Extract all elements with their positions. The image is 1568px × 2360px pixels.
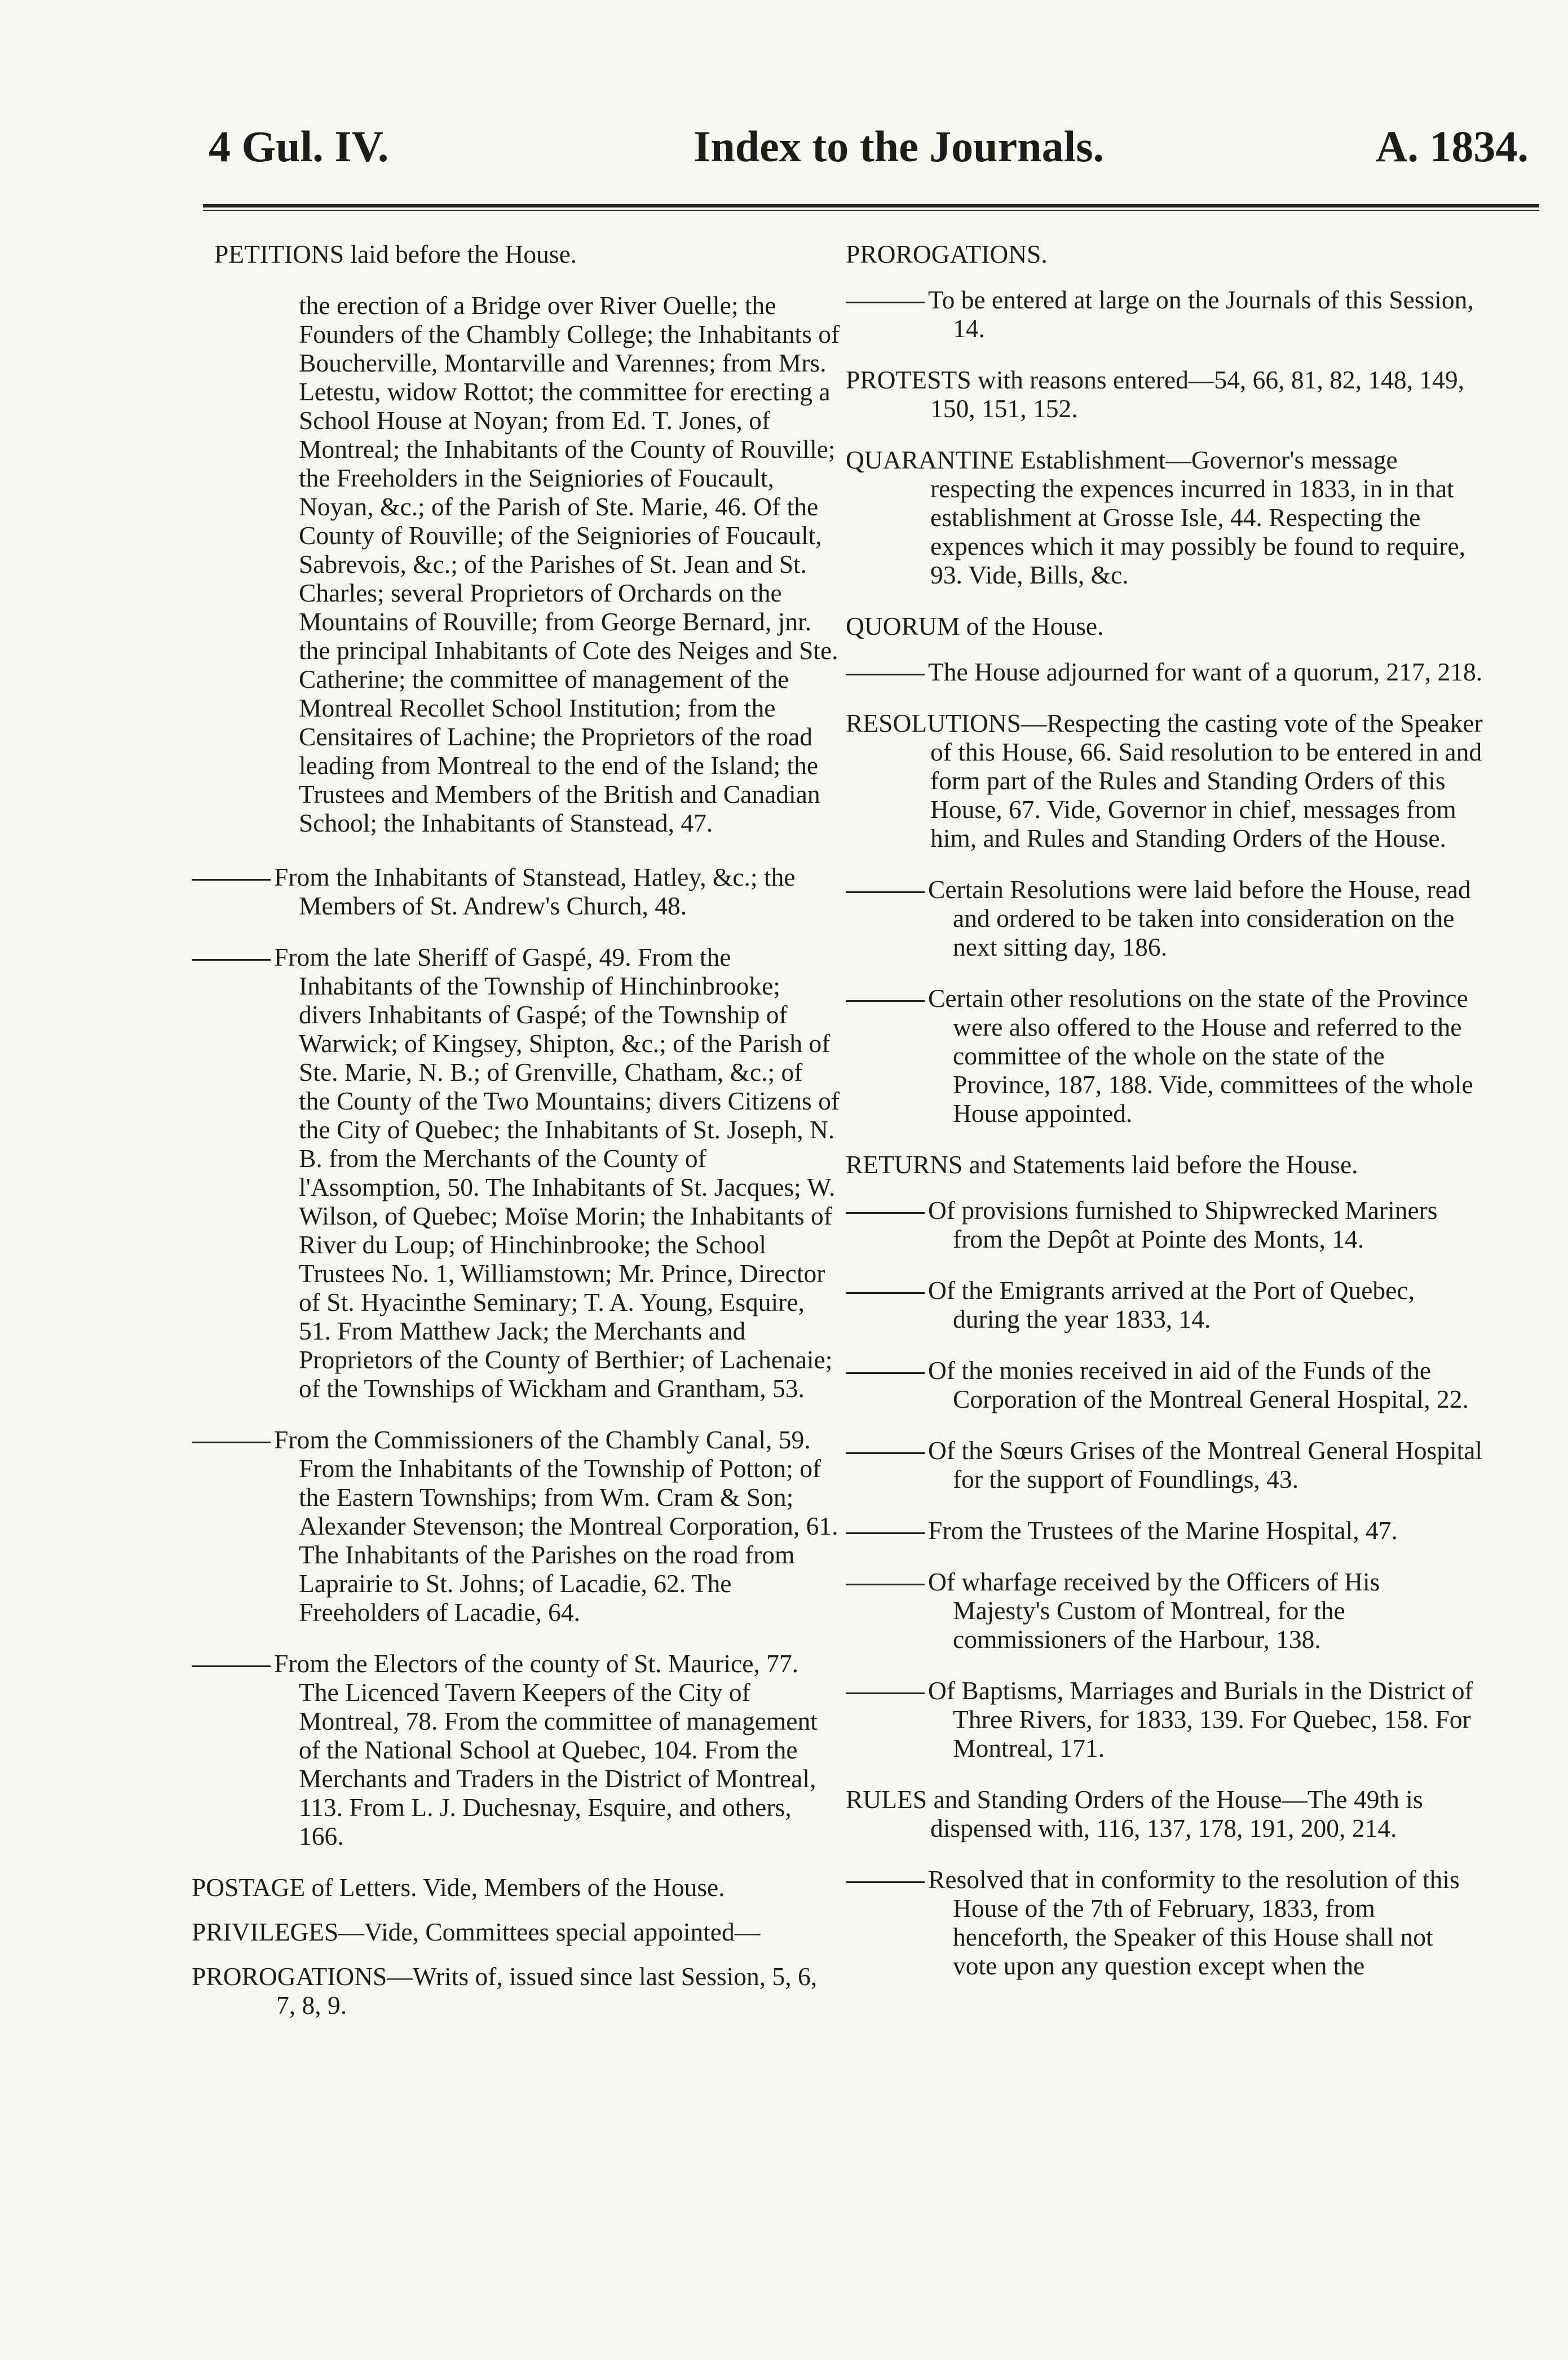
privileges-entry: PRIVILEGES—Vide, Committees special appointed— (192, 1917, 761, 1946)
entry-text: Of provisions furnished to Shipwrecked Mariners from the Depôt at Pointe des Monts, 14. (928, 1196, 1438, 1253)
returns-entry-2 (846, 1276, 1483, 1333)
page-header (0, 121, 1568, 189)
returns-entry-5 (846, 1516, 1483, 1545)
header-rule (203, 204, 1539, 207)
entry-text: From the Commissioners of the Chambly Canal, 59. From the Inhabitants of the Township of Potton; of the Eastern Townships; from Wm. Cram & Son; Alexander Stevenson; the Montreal Corporation, 61. The Inhabitants of the Parishes on the road from Laprairie to St. Johns; of Lacadie, 62. The Freeholders of Lacadie, 64. (274, 1425, 838, 1627)
returns-entry-1 (846, 1196, 1483, 1253)
returns-entry-4 (846, 1436, 1483, 1493)
entry-text: Of the monies received in aid of the Funds of the Corporation of the Montreal General Hospital, 22. (928, 1356, 1469, 1413)
petitions-entry-48 (192, 863, 840, 920)
resolutions-entry-186 (846, 875, 1483, 961)
postage-entry: POSTAGE of Letters. Vide, Members of the House. (192, 1873, 725, 1902)
entry-text: From the Trustees of the Marine Hospital, 47. (928, 1516, 1398, 1545)
rules-entry-resolved (846, 1865, 1483, 1980)
entry-text: Resolved that in conformity to the resolution of this House of the 7th of February, 1833, from henceforth, the Speaker of this House shall not vote upon any question except when the (928, 1865, 1460, 1980)
petitions-entry-77-166 (192, 1649, 840, 1850)
entry-text: From the late Sheriff of Gaspé, 49. From the Inhabitants of the Township of Hinchinbrooke; divers Inhabitants of Gaspé; of the Township of Warwick; of Kingsey, Shipton, &c.; of the Parish of Ste. Marie, N. B.; of Grenville, Chatham, &c.; of the County of the Two Mountains; divers Citizens of the City of Quebec; the Inhabitants of St. Joseph, N. B. from the Merchants of the County of l'Assomption, 50. The Inhabitants of St. Jacques; W. Wilson, of Quebec; Moïse Morin; the Inhabitants of River du Loup; of Hinchinbrooke; the School Trustees No. 1, Williamstown; Mr. Prince, Director of St. Hyacinthe Seminary; T. A. Young, Esquire, 51. From Matthew Jack; the Merchants and Proprietors of the County of Berthier; of Lachenaie; of the Townships of Wickham and Grantham, 53. (274, 943, 840, 1403)
resolutions-entry-187 (846, 984, 1483, 1128)
entry-text: From the Electors of the county of St. Maurice, 77. The Licenced Tavern Keepers of the City of Montreal, 78. From the committee of management of the National School at Quebec, 104. From the Merchants and Traders in the District of Montreal, 113. From L. J. Duchesnay, Esquire, and others, 166. (274, 1649, 818, 1850)
returns-entry-7 (846, 1676, 1483, 1762)
left-column (192, 240, 840, 2042)
protests-entry: PROTESTS with reasons entered—54, 66, 81, 82, 148, 149, 150, 151, 152. (846, 365, 1464, 423)
entry-text: The House adjourned for want of a quorum, 217, 218. (928, 657, 1483, 686)
quarantine-entry: QUARANTINE Establishment—Governor's message respecting the expences incurred in 1833, in in that establishment at Grosse Isle, 44. Respecting the expences which it may possibly be found to require, 93. Vide, Bills, &c. (846, 445, 1465, 589)
entry-text: Certain other resolutions on the state of the Province were also offered to the House and referred to the committee of the whole on the state of the Province, 187, 188. Vide, committees of the whole House appointed. (928, 984, 1473, 1128)
quorum-entry (846, 657, 1483, 686)
entry-text: Of wharfage received by the Officers of His Majesty's Custom of Montreal, for the commissioners of the Harbour, 138. (928, 1567, 1380, 1654)
quorum-heading: QUORUM of the House. (846, 612, 1104, 640)
header-title: Index to the Journals. (694, 122, 1105, 171)
prorogations-entry (846, 285, 1483, 343)
prorogations-heading: PROROGATIONS. (846, 240, 1048, 268)
entry-text: Of the Emigrants arrived at the Port of Quebec, during the year 1833, 14. (928, 1276, 1415, 1333)
returns-heading: RETURNS and Statements laid before the House. (846, 1150, 1358, 1179)
entry-text: From the Inhabitants of Stanstead, Hatley, &c.; the Members of St. Andrew's Church, 48. (274, 863, 796, 920)
petitions-heading: PETITIONS laid before the House. (214, 240, 577, 268)
prorogations-writs-entry: PROROGATIONS—Writs of, issued since last Session, 5, 6, 7, 8, 9. (192, 1962, 818, 2019)
resolutions-entry: RESOLUTIONS—Respecting the casting vote of the Speaker of this House, 66. Said resolution to be entered in and form part of the Rules and Standing Orders of this House, 67. Vide, Governor in chief, messages from him, and Rules and Standing Orders of the House. (846, 709, 1483, 852)
petitions-continued-entry: the erection of a Bridge over River Ouelle; the Founders of the Chambly College; the Inhabitants of Boucherville, Montarville and Varennes; from Mrs. Letestu, widow Rottot; the committee for erecting a School House at Noyan; from Ed. T. Jones, of Montreal; the Inhabitants of the County of Rouville; the Freeholders in the Seigniories of Foucault, Noyan, &c.; of the Parish of Ste. Marie, 46. Of the County of Rouville; of the Seigniories of Foucault, Sabrevois, &c.; of the Parishes of St. Jean and St. Charles; several Proprietors of Orchards on the Mountains of Rouville; from George Bernard, jnr. the principal Inhabitants of Cote des Neiges and Ste. Catherine; the committee of management of the Montreal Recollet School Institution; from the Censitaires of Lachine; the Proprietors of the road leading from Montreal to the end of the Island; the Trustees and Members of the British and Canadian School; the Inhabitants of Stanstead, 47. (299, 291, 840, 837)
petitions-entry-59-64 (192, 1425, 840, 1627)
header-rule-thin (203, 210, 1539, 211)
right-column (846, 240, 1483, 2003)
returns-entry-6 (846, 1567, 1483, 1654)
entry-text: Of Baptisms, Marriages and Burials in the District of Three Rivers, for 1833, 139. For Quebec, 158. For Montreal, 171. (928, 1676, 1473, 1762)
petitions-entry-49-53 (192, 943, 840, 1403)
entry-text: To be entered at large on the Journals of this Session, 14. (928, 285, 1474, 343)
header-regnal-year: 4 Gul. IV. (209, 122, 389, 171)
header-year: A. 1834. (1376, 122, 1529, 171)
entry-text: Certain Resolutions were laid before the House, read and ordered to be taken into consideration on the next sitting day, 186. (928, 875, 1471, 961)
rules-entry: RULES and Standing Orders of the House—The 49th is dispensed with, 116, 137, 178, 191, 200, 214. (846, 1785, 1423, 1842)
returns-entry-3 (846, 1356, 1483, 1413)
entry-text: Of the Sœurs Grises of the Montreal General Hospital for the support of Foundlings, 43. (928, 1436, 1483, 1493)
